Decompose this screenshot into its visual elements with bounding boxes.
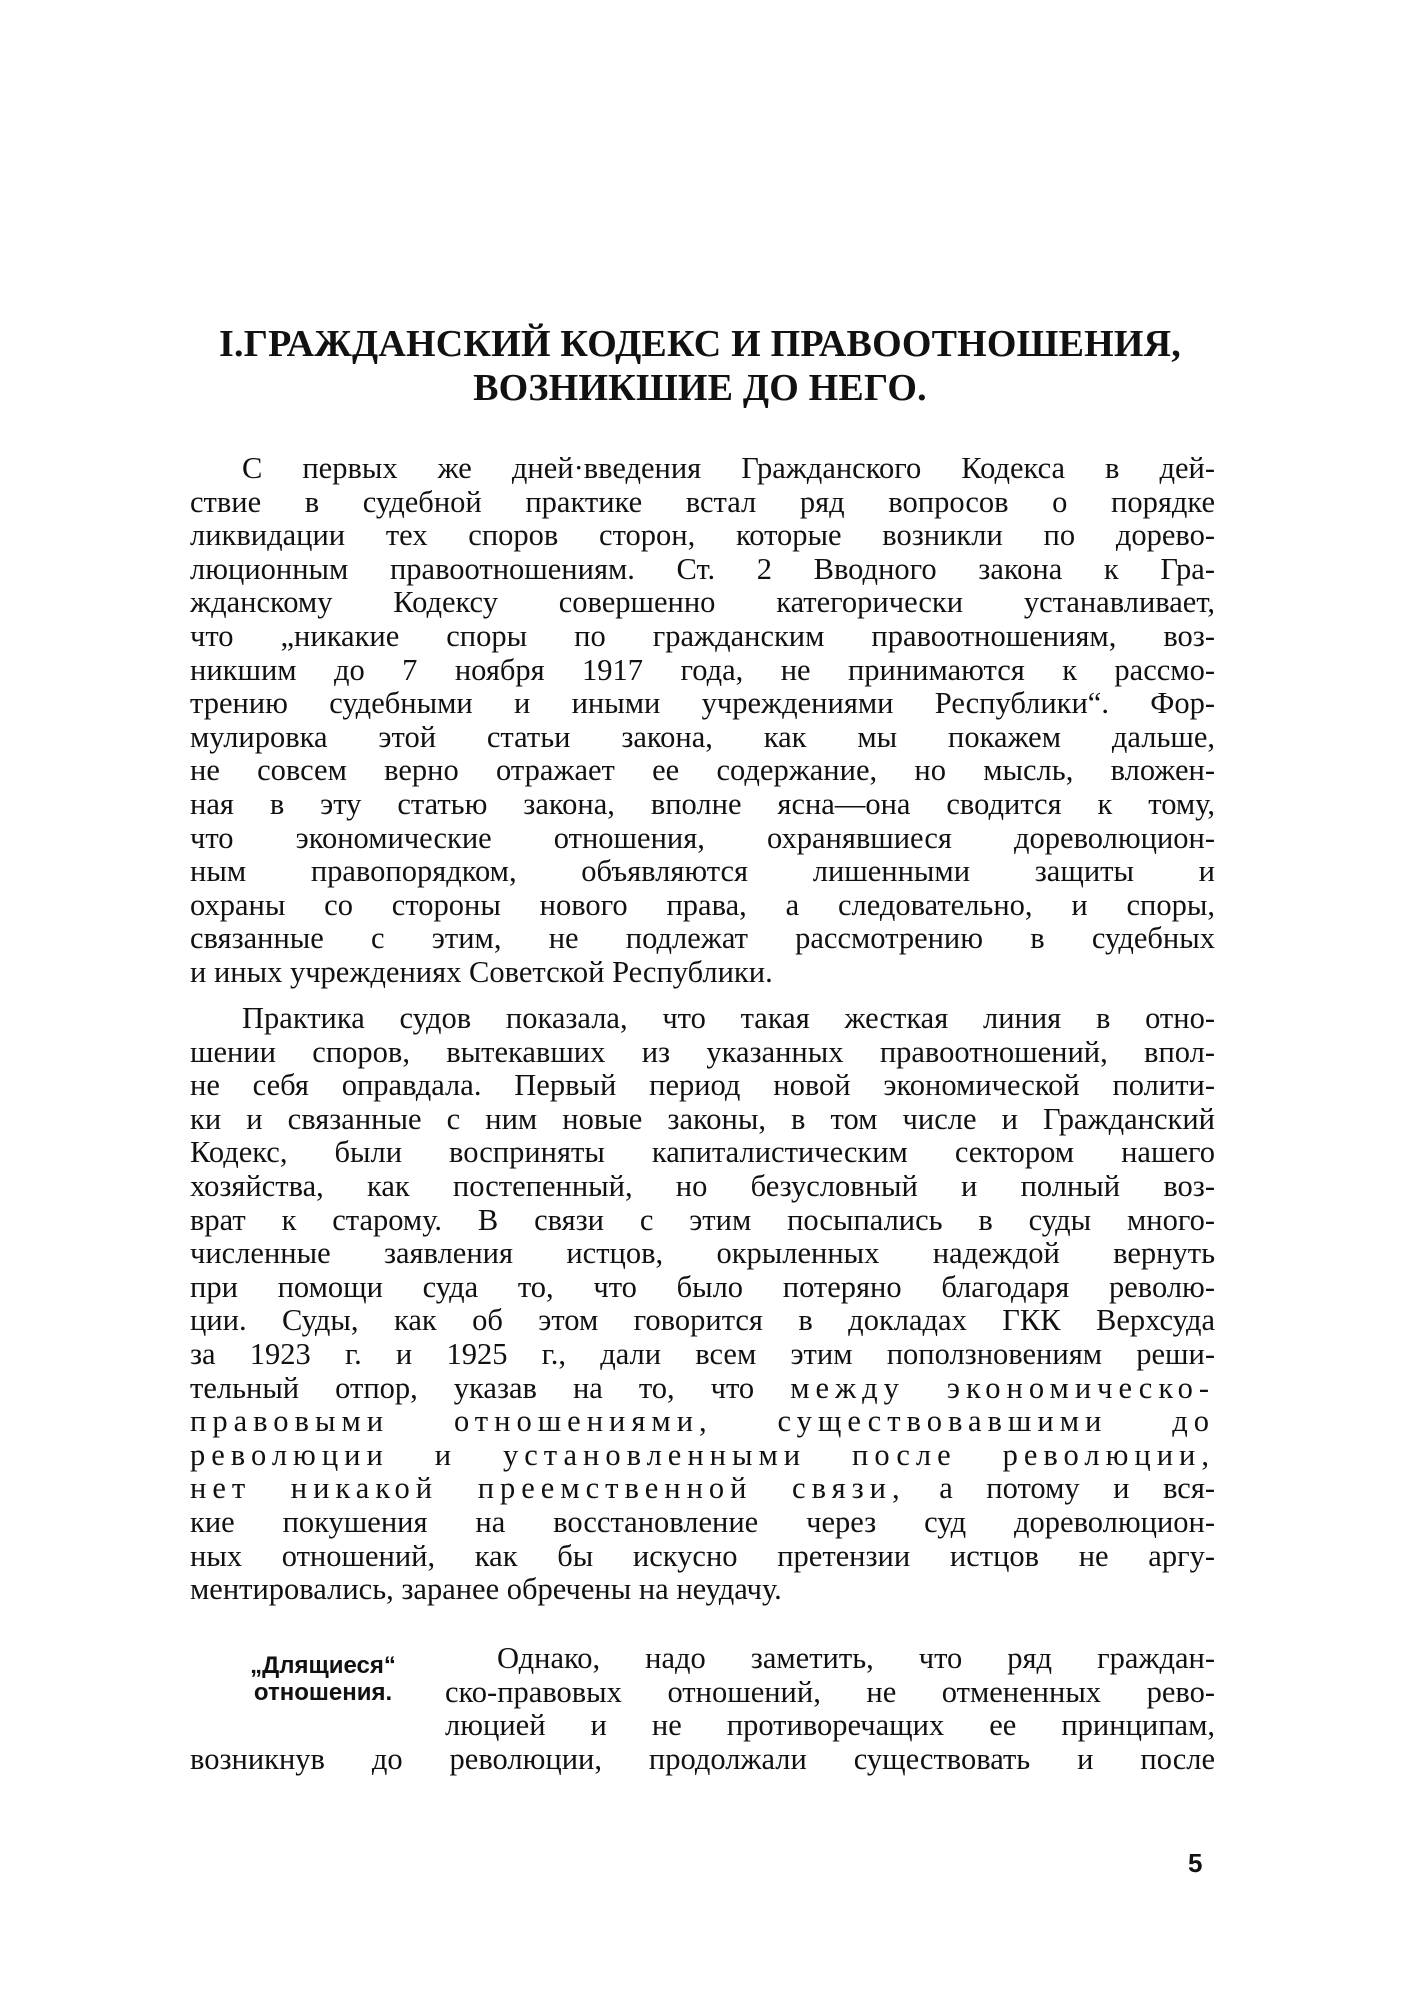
text-line: ции. Суды, как об этом говорится в докладах ГКК Верхсуда xyxy=(190,1303,1215,1338)
paragraph-3-side xyxy=(445,1642,1215,1743)
paragraph-2 xyxy=(190,1002,1215,1607)
emphasized-text-line: правовыми отношениями, существовавшими до xyxy=(190,1404,1215,1439)
text-line: шении споров, вытекавших из указанных правоотношений, впол- xyxy=(190,1034,1215,1069)
text-line: ки и связанные с ним новые законы, в том числе и Гражданский xyxy=(190,1101,1215,1136)
text-line: численные заявления истцов, окрыленных надеждой вернуть xyxy=(190,1236,1215,1271)
text-line: Практика судов показала, что такая жесткая линия в отно- xyxy=(242,1001,1215,1035)
text-line: ная в эту статью закона, вполне ясна—она сводится к тому, xyxy=(190,786,1215,821)
text-line: мулировка этой статьи закона, как мы покажем дальше, xyxy=(190,719,1215,754)
text-line xyxy=(190,1472,1215,1506)
text-segment: тельный отпор, указав на то, что xyxy=(190,1370,755,1405)
text-line: связанные с этим, не подлежат рассмотрению в судебных xyxy=(190,921,1215,956)
text-line: С первых же дней·введения Гражданского Кодекса в дей- xyxy=(242,451,1215,485)
text-line: никшим до 7 ноября 1917 года, не принимаются к рассмо- xyxy=(190,652,1215,687)
text-line: что экономические отношения, охранявшиеся дореволюцион- xyxy=(190,820,1215,855)
text-line: люцией и не противоречащих ее принципам, xyxy=(445,1708,1215,1743)
paragraph-3-continuation: возникнув до революции, продолжали существовать и после xyxy=(190,1742,1215,1776)
text-line: жданскому Кодексу совершенно категорически устанавливает, xyxy=(190,585,1215,620)
chapter-title-line-2: ВОЗНИКШИЕ ДО НЕГО. xyxy=(473,367,927,409)
text-line: хозяйства, как постепенный, но безусловный и полный воз- xyxy=(190,1168,1215,1203)
text-line: охраны со стороны нового права, а следовательно, и споры, xyxy=(190,887,1215,922)
text-line: ско-правовых отношений, не отмененных рево- xyxy=(445,1674,1215,1709)
text-line: ным правопорядком, объявляются лишенными защиты и xyxy=(190,854,1215,889)
page-number: 5 xyxy=(1188,1848,1203,1878)
text-line: люционным правоотношениям. Ст. 2 Вводного закона к Гра- xyxy=(190,551,1215,586)
emphasized-text: нет никакой преемственной связи, xyxy=(190,1471,906,1506)
text-line: ных отношений, как бы искусно претензии истцов не аргу- xyxy=(190,1538,1215,1573)
text-line: трению судебными и иными учреждениями Республики“. Фор- xyxy=(190,686,1215,721)
emphasized-text: между экономическо- xyxy=(790,1370,1215,1405)
margin-heading-line-2: отношения. xyxy=(253,1679,393,1706)
text-line: кие покушения на восстановление через суд дореволюцион- xyxy=(190,1504,1215,1539)
text-line: не себя оправдала. Первый период новой экономической полити- xyxy=(190,1068,1215,1103)
text-line: при помощи суда то, что было потеряно благодаря револю- xyxy=(190,1269,1215,1304)
text-segment: а потому и вся- xyxy=(939,1471,1216,1506)
text-line: врат к старому. В связи с этим посыпались в суды много- xyxy=(190,1202,1215,1237)
paragraph-1 xyxy=(190,452,1215,990)
text-line: Кодекс, были восприняты капиталистическим сектором нашего xyxy=(190,1135,1215,1170)
text-line: за 1923 г. и 1925 г., дали всем этим поползновениям реши- xyxy=(190,1336,1215,1371)
text-line: Однако, надо заметить, что ряд граждан- xyxy=(497,1641,1215,1675)
text-line: ствие в судебной практике встал ряд вопросов о порядке xyxy=(190,484,1215,519)
text-line xyxy=(190,1372,1215,1406)
chapter-title xyxy=(180,322,1220,410)
text-line: и иных учреждениях Советской Республики. xyxy=(190,954,773,989)
emphasized-text-line: революции и установленными после революции, xyxy=(190,1437,1215,1472)
text-line: не совсем верно отражает ее содержание, но мысль, вложен- xyxy=(190,753,1215,788)
margin-heading-line-1: „Длящиеся“ xyxy=(250,1652,396,1679)
margin-heading xyxy=(218,1652,428,1706)
text-line: что „никакие споры по гражданским правоотношениям, воз- xyxy=(190,618,1215,653)
text-line: ментировались, заранее обречены на неудачу. xyxy=(190,1572,782,1607)
text-line: ликвидации тех споров сторон, которые возникли по дорево- xyxy=(190,518,1215,553)
chapter-title-line-1: I.ГРАЖДАНСКИЙ КОДЕКС И ПРАВООТНОШЕНИЯ, xyxy=(219,323,1181,365)
